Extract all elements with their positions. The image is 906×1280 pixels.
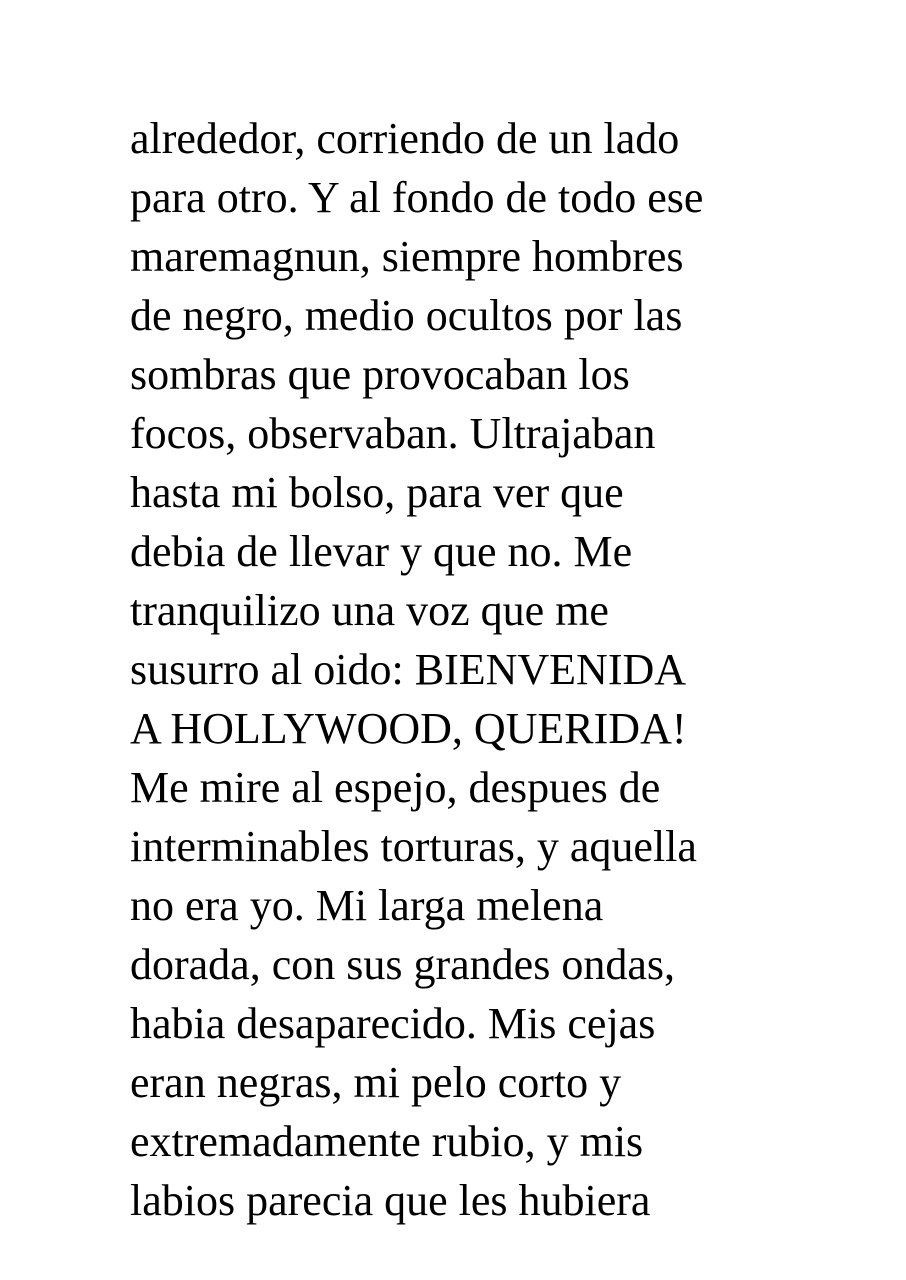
text-line: maremagnun, siempre hombres (130, 232, 684, 281)
text-line: debia de llevar y que no. Me (130, 527, 633, 576)
text-line: no era yo. Mi larga melena (130, 881, 604, 930)
text-line: focos, observaban. Ultrajaban (130, 409, 656, 458)
text-line: interminables torturas, y aquella (130, 822, 697, 871)
text-line: Me mire al espejo, despues de (130, 763, 661, 812)
text-line: habia desaparecido. Mis cejas (130, 999, 656, 1048)
text-line: A HOLLYWOOD, QUERIDA! (130, 704, 687, 753)
document-page (130, 109, 890, 1230)
text-line: extremadamente rubio, y mis (130, 1117, 644, 1166)
text-line: de negro, medio ocultos por las (130, 291, 683, 340)
text-line: para otro. Y al fondo de todo ese (130, 173, 704, 222)
text-line: susurro al oido: BIENVENIDA (130, 645, 687, 694)
text-line: alrededor, corriendo de un lado (130, 114, 680, 163)
text-line: labios parecia que les hubiera (130, 1176, 651, 1225)
text-line: eran negras, mi pelo corto y (130, 1058, 622, 1107)
text-line: dorada, con sus grandes ondas, (130, 940, 675, 989)
text-line: tranquilizo una voz que me (130, 586, 609, 635)
text-line: sombras que provocaban los (130, 350, 630, 399)
text-line: hasta mi bolso, para ver que (130, 468, 624, 517)
